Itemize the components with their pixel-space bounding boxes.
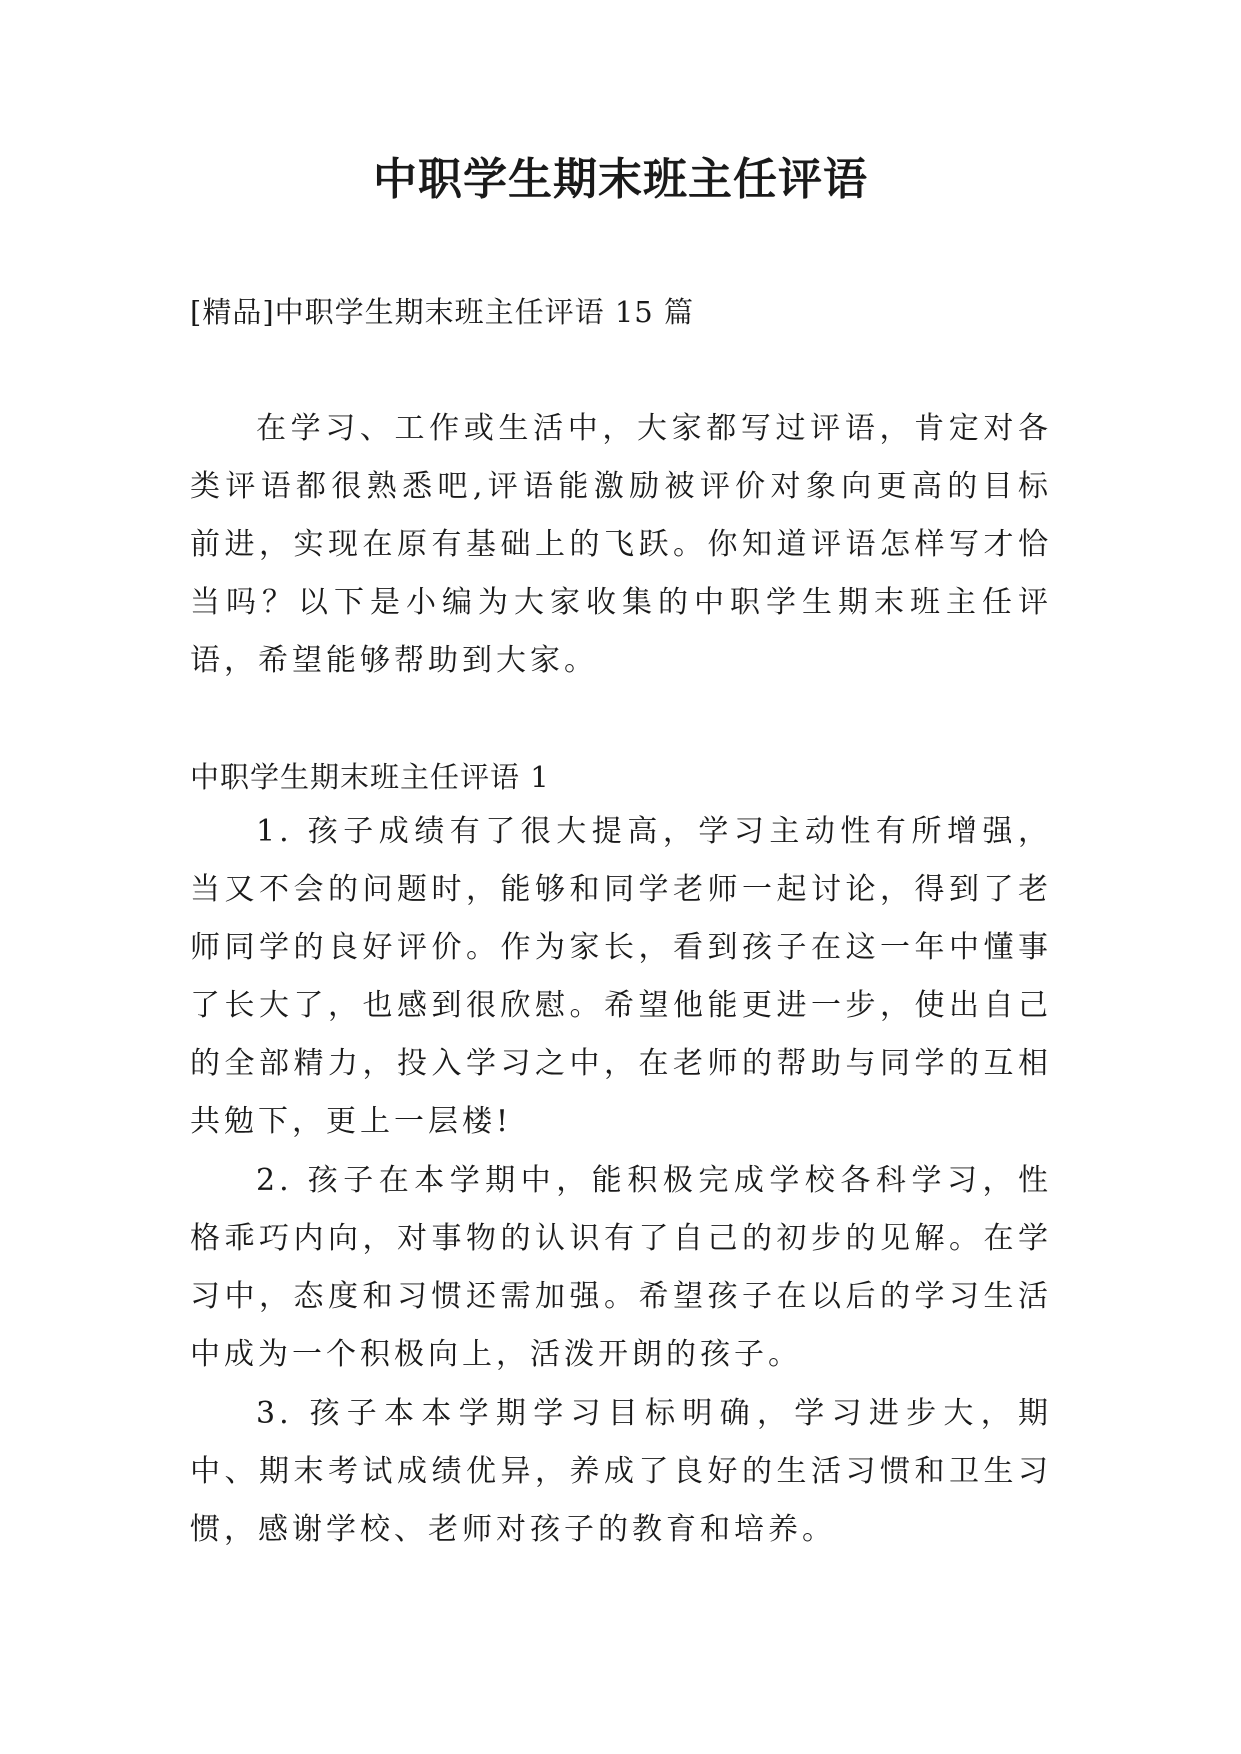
intro-paragraph: 在学习、工作或生活中，大家都写过评语，肯定对各类评语都很熟悉吧,评语能激励被评价对象向更高的目标前进，实现在原有基础上的飞跃。你知道评语怎样写才恰当吗？以下是小编为大家收集的中职学生期末班主任评语，希望能够帮助到大家。 xyxy=(190,411,1052,678)
section-heading: 中职学生期末班主任评语 1 xyxy=(190,760,550,794)
document-title: 中职学生期末班主任评语 xyxy=(373,154,868,205)
comment-item-1: 1. 孩子成绩有了很大提高，学习主动性有所增强，当又不会的问题时，能够和同学老师一起讨论，得到了老师同学的良好评价。作为家长，看到孩子在这一年中懂事了长大了，也感到很欣慰。希望他能更进一步，使出自己的全部精力，投入学习之中，在老师的帮助与同学的互相共勉下，更上一层楼! xyxy=(190,814,1052,1139)
document-subtitle: [精品]中职学生期末班主任评语 15 篇 xyxy=(190,295,694,329)
comment-item-3: 3. 孩子本本学期学习目标明确，学习进步大，期中、期末考试成绩优异，养成了良好的生活习惯和卫生习惯，感谢学校、老师对孩子的教育和培养。 xyxy=(190,1396,1052,1547)
comment-item-2: 2. 孩子在本学期中，能积极完成学校各科学习，性格乖巧内向，对事物的认识有了自己的初步的见解。在学习中，态度和习惯还需加强。希望孩子在以后的学习生活中成为一个积极向上，活泼开朗的孩子。 xyxy=(190,1163,1052,1372)
